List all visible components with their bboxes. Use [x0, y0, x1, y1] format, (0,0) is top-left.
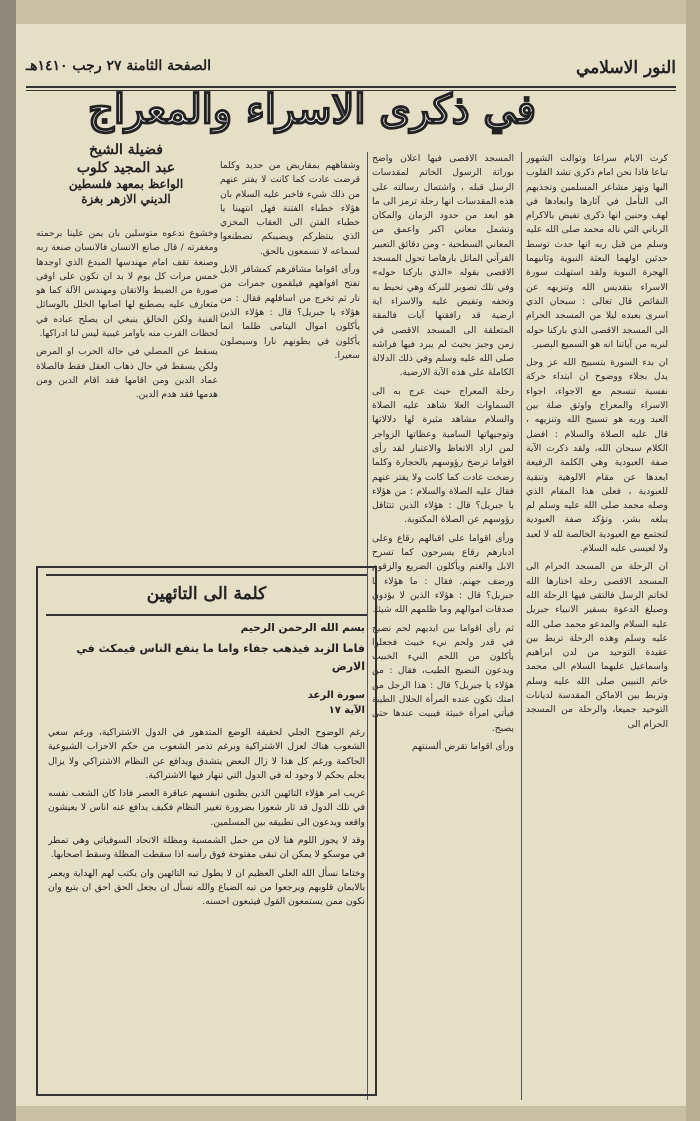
paragraph: ان الرحلة من المسجد الحرام الى المسجد الاقصى رحلة اختارها الله لخاتم الرسل فالتقى فيها الرحلة الله وصبلغ الدعوة بسفير الانبياء جبريل عليه السلام والمدعو محمد صلى الله عليه وسلم وهذه الرحلة تربط بين عقيدة التوحيد من لدن ابراهيم واسماعيل عليهما السلام الى محمد خاتم النبيين صلى الله عليه وسلم وتربط بين الاماكن المقدسة لديانات التوحيد جميعا، والرحلة من المسجد الحرام الى [526, 561, 668, 730]
paragraph: وختاما نسأل الله العلي العظيم ان لا يطول تيه التائهين وان يكتب لهم الهداية ويعمر بالايمان قلوبهم ويرجعوا من تيه الضياع والله نسأل ان يجعل الحق احق ان يتبع وان نكون ممن يستمعون القول فيتبعون احسنه. [48, 867, 365, 908]
quran-verse: فاما الزبد فيذهب جفاء واما ما ينفع الناس فيمكث في الارض [76, 642, 365, 673]
binding-edge [0, 0, 16, 1121]
sidebar-box [36, 566, 377, 1096]
page-info: الصفحة الثامنة ٢٧ رجب ١٤١٠هـ [26, 58, 212, 74]
article-column-1 [526, 152, 668, 1100]
author-title: فضيلة الشيخ [89, 142, 163, 158]
sura-name: سورة الرعد [307, 690, 365, 701]
journal-name: النور الاسلامي [575, 58, 676, 78]
article-title-block [88, 74, 536, 146]
author-institution: الديني الازهر بغزة [81, 192, 171, 206]
article-column-2 [372, 152, 514, 1100]
paragraph: غريب امر هؤلاء التائهين الذين يظنون انفسهم عباقرة العصر فاذا كان الشعب نفسه في تلك الدول قد ثار شعورا بضرورة تغيير النظام فكيف يدافع عنه اناس لا يعيشون واقعه ويدعون الى تطبيقه بين المسلمين. [48, 788, 365, 828]
article-column-4 [36, 227, 218, 559]
page-edge [686, 0, 700, 1121]
paragraph: ثم رأى اقواما بين ايديهم لحم نضيج في قدر ولحم نيء خبيث فجعلوا يأكلون من اللحم النيء الخبيث ويدعون النضيج الطيب، فقال : من هؤلاء يا جبريل؟ قال : هذا الرجل من امتك تكون عنده المرأة الحلال الطيبة فيأتي امرأة خبيثة فيبيت عندها حتى يصبح. [372, 622, 514, 734]
paragraph: ورأى اقواما تقرض ألسنتهم [411, 740, 514, 752]
paragraph: ورأى اقواما مشافرهم كمشافر الابل تفتح افواههم فيلقمون جمرات من نار ثم تخرج من اسافلهم فقال : من هؤلاء يا جبريل؟ قال : هؤلاء الذين يأكلون اموال اليتامى ظلما انما يأكلون في بطونهم نارا وسيصلون سعيرا. [220, 264, 360, 361]
article-title: في ذكرى الاسراء والمعراج [88, 86, 536, 133]
column-divider [521, 152, 522, 1100]
paragraph: المسجد الاقصى فيها اعلان واضح بوراثة الرسول الخاتم لمقدسات الرسل قبله ، واشتمال رسالته على هذه المقدسات انها رحلة ترمز الى ما هو ابعد من حدود الزمان والمكان وتشمل معاني اكبر واعمق من المعاني السطحية - ومن دقائق التعبير القرآني الماثل بارهاصا تحول المسجد الاقصى بقوله «الذي باركنا حوله» وفي تلك تصوير للبركة وهي تحيط به وتحفه وتفيض عليه والاسراء اية ارضية قد رافقتها آيات فالمقة المتعلقة الى المسجد الاقصى في زمن وجيز بحيث لم يبرد فيها فراشه صلى الله عليه وسلم وفي ذلك الدلالة الكاملة على هذه الآية الارضية. [372, 153, 514, 379]
paragraph: رغم الوضوح الجلي لحقيقة الوضع المتدهور في الدول الاشتراكية، ورغم سعي الشعوب هناك لعزل الاشتراكية وبرغم تذمر الشعوب من حكم الاحزاب الشيوعية الحاكمة ورغم كل هذا لا زال البعض يتشدق ويدافع عن النظام الاشتراكي ولا يزال يحلم بحكم لا وجود له في الدول التي تنهار فيها الاشتراكية. [48, 727, 365, 781]
paragraph: ورأى اقواما على اقبالهم رقاع وعلى ادبارهم رقاع يسرحون كما تسرح الابل والغنم ويأكلون الضريع والزقوم ورضف جهنم. فقال : ما هؤلاء يا جبريل؟ قال : هؤلاء الذين لا يؤدون صدقات اموالهم وما ظلمهم الله شيئا. [372, 532, 514, 616]
paragraph: وقد لا يجوز اللوم هنا لان من حمل الشمسية ومظلة الاتحاد السوفياتي وهي تمطر في موسكو لا يمكن ان تبقى مفتوحة فوق رأسه اذا سقطت المظلة وسقط اصحابها. [48, 835, 365, 861]
paragraph: رحلة المعراج حيث عرج به الى السماوات العلا شاهد عليه الصلاة والسلام مشاهد مثيرة لها دلالاتها وتوجيهاتها السامية وعظاتها الزواجر لمن اراد الاتعاظ والاعتبار لقد رأى اقواما ترضخ رؤوسهم بالحجارة وكلما رضخت عادت كما كانت ولا يفتر عنهم فقال عليه الصلاة والسلام : من هؤلاء يا جبريل؟ قال : هؤلاء الذين تتثاقل رؤوسهم عن الصلاة المكتوبة. [372, 385, 514, 526]
basmala: بسم الله الرحمن الرحيم [240, 622, 365, 634]
newspaper-page [16, 24, 686, 1106]
author-block [36, 142, 216, 207]
box-body [48, 726, 365, 1086]
author-name: عبد المجيد كلوب [76, 159, 176, 176]
paragraph: وخشوع ندعوه متوسلين بان يمن علينا برحمته ومغفرته / قال صانع الانسان فالانسان صنعة ربه وصنعة تقف امام مهندسها المبدع الذي اوجدها خمس مرات كل يوم لا بد ان تكون على اوفى صورة من الضبط والاتقان ومهندس الآلة كما هو متعارف عليه يصطنع لها اصابها الخلل بالوسائل الفنية ولكن الخالق ينبغي ان يصلح عباده في لحظات القرب منه باوامر غيبية ليس لنا ادراكها. [36, 228, 218, 340]
paragraph: يسقط عن المصلي في حالة الحرب او المرض ولكن يسقط في حال ذهاب العقل فقط فالصلاة عماد الدين ومن اقامها فقد اقام الدين ومن هدمها فقد هدم الدين. [36, 346, 218, 401]
article-column-3 [220, 159, 360, 557]
paragraph: وشفاههم بمقاريض من حديد وكلما قرضت عادت كما كانت لا يفتر عنهم من ذلك شيء فاخبر عليه السلام بان هؤلاء خطباء الفتنة فهل انتهينا يا خطباء الفتن الى العقاب المخزي الذي ينتظركم ويصيبكم تصطنعوا لسماعه لا تسمعون بالحق. [220, 160, 360, 257]
paragraph: كرت الايام سراعا وتوالت الشهور تباعا فاذا نحن امام ذكرى تشد القلوب اليها وتهز مشاعر المسلمين وتجذبهم الى التأمل في آثارها وابعادها في لهف وحنين انها ذكرى تفيض بالاكرام الرباني التي ناله محمد صلى الله عليه وسلم من قبل ربه انها حدث توسط حدثين اولهما البعثة النبوية وثانيهما الهجرة النبوية ولقد استهلت سورة الاسراء بتقديس الله وتنزيهه عن النقائص قال تعالى : سبحان الذي اسرى بعبده ليلا من المسجد الحرام الى المسجد الاقصى الذي باركنا حوله لنريه من آياتنا انه هو السميع البصير. [526, 153, 668, 350]
verse-reference [305, 688, 365, 718]
paragraph: ان بدء السورة بتسبيح الله عز وجل يدل بجلاء ووضوح ان ابتداء حركة نفسية تنسجم مع الاجواء، اجواء الاسراء والمعراج واوثق صلة بين العبد وربه هو تسبيح الله وتنزيهه ، قال عليه الصلاة والسلام : افضل الكلام سبحان الله، ولقد ذكرت الآية صفة العبودية وهي الكلمة الرفيعة ابعدها عن مقام الالوهية وتنقية للعبودية ، فعلى هذا المقام الذي وصله محمد صلى الله عليه وسلم لم يبلغه بشر، وتؤكد صفة العبودية لتجتمع مع العبودية الخالصة لله لا لعبد ولا لعيسى عليه السلام. [526, 357, 668, 555]
author-position: الواعظ بمعهد فلسطين [68, 177, 184, 191]
sura-ayah: الآية ١٧ [328, 705, 365, 716]
box-heading: كلمة الى التائهين [46, 574, 367, 616]
